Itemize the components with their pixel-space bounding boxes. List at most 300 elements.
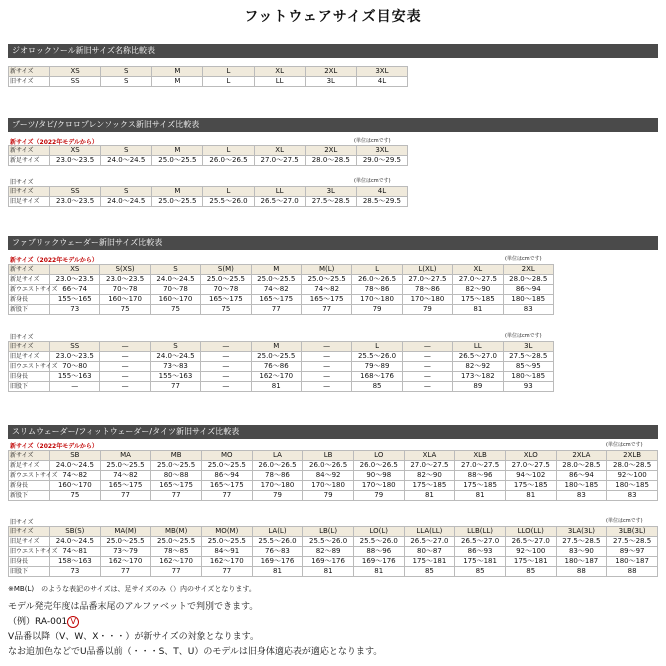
table-cell: 3L	[305, 77, 356, 87]
table-cell: —	[402, 382, 452, 392]
table-cell: 3XL	[356, 67, 407, 77]
old-size-caption: 旧サイズ	[10, 334, 34, 341]
table-cell: 25.0～25.5	[100, 461, 151, 471]
geolock-size-table	[8, 66, 408, 87]
table-cell: 23.0～23.5	[100, 275, 150, 285]
table-row	[9, 362, 554, 372]
table-cell: 175～181	[455, 557, 506, 567]
table-cell: 92～100	[607, 471, 658, 481]
table-row	[9, 265, 554, 275]
table-cell: LB	[303, 451, 354, 461]
table-cell: LL	[254, 77, 305, 87]
table-cell: XS	[50, 265, 100, 275]
row-label: 旧身長	[9, 372, 50, 382]
table-cell: 78～86	[352, 285, 402, 295]
table-cell: 180～187	[607, 557, 658, 567]
table-cell: 79	[353, 491, 404, 501]
table-cell: 73	[50, 305, 100, 315]
table-row	[9, 146, 408, 156]
table-cell: 27.5～28.5	[556, 537, 607, 547]
table-row	[9, 537, 658, 547]
row-label: 旧ウエストサイズ	[10, 548, 58, 555]
table-cell: 82～90	[404, 471, 455, 481]
table-cell: M	[251, 265, 301, 275]
slim-wader-new-size-table	[8, 450, 658, 501]
table-cell: 73	[50, 567, 101, 577]
table-row	[9, 557, 658, 567]
table-cell: 26.0～26.5	[353, 461, 404, 471]
table-cell: 85	[352, 382, 402, 392]
row-label: 旧身長	[9, 557, 50, 567]
table-cell: 26.0～26.5	[352, 275, 402, 285]
table-cell: 25.0～25.5	[151, 537, 202, 547]
table-cell: 77	[251, 305, 301, 315]
boots-old-size-table	[8, 186, 408, 207]
section-bar-slim-wader: スリムウェーダー/フィットウェーダー/タイツ新旧サイズ比較表	[8, 425, 658, 439]
table-cell: —	[100, 362, 150, 372]
table-cell: 88～96	[353, 547, 404, 557]
table-cell: 26.0～26.5	[303, 461, 354, 471]
table-cell: —	[100, 382, 150, 392]
table-cell: LLA(LL)	[404, 527, 455, 537]
table-row	[9, 491, 658, 501]
section-bar-boots: ブーツ/タビ/クロロプレンソックス新旧サイズ比較表	[8, 118, 658, 132]
table-row	[9, 527, 658, 537]
table-row	[9, 275, 554, 285]
table-cell: S(XS)	[100, 265, 150, 275]
table-cell: 25.0～25.5	[201, 537, 252, 547]
table-cell: 78～86	[402, 285, 452, 295]
table-cell: —	[301, 382, 351, 392]
table-cell: 86～94	[556, 471, 607, 481]
unit-note: (単位はcmです)	[505, 256, 542, 262]
table-cell: L	[203, 77, 254, 87]
row-label: 旧サイズ	[9, 527, 50, 537]
row-label: 新サイズ	[9, 451, 50, 461]
table-row	[9, 481, 658, 491]
table-cell: 27.5～28.5	[305, 197, 356, 207]
model-year-note: モデル発売年度は品番末尾のアルファベットで判別できます。	[8, 602, 259, 612]
table-cell: 28.0～28.5	[305, 156, 356, 166]
table-cell: 88	[607, 567, 658, 577]
table-cell: 23.0～23.5	[50, 275, 100, 285]
table-cell: 75	[150, 305, 200, 315]
table-cell: 89	[453, 382, 503, 392]
table-cell: 94～102	[505, 471, 556, 481]
table-cell: 29.0～29.5	[356, 156, 407, 166]
table-cell: —	[301, 372, 351, 382]
boots-new-size-table	[8, 145, 408, 166]
table-cell: XL	[453, 265, 503, 275]
table-cell: 93	[503, 382, 553, 392]
table-cell: 169～176	[353, 557, 404, 567]
table-cell: 25.5～26.0	[352, 352, 402, 362]
table-cell: 26.5～27.0	[254, 197, 305, 207]
example-prefix: （例）RA-001	[8, 617, 68, 627]
table-cell: MO(M)	[201, 527, 252, 537]
row-label: 旧足サイズ	[9, 537, 50, 547]
row-label: 新ウエストサイズ	[10, 472, 58, 479]
table-cell: —	[201, 352, 251, 362]
table-cell: 85	[404, 567, 455, 577]
table-cell: XL	[254, 67, 305, 77]
table-cell: 162～170	[251, 372, 301, 382]
table-cell: M	[152, 67, 203, 77]
table-cell: 23.0～23.5	[50, 352, 100, 362]
table-cell: —	[100, 352, 150, 362]
unit-note: (単位はcmです)	[606, 442, 643, 448]
table-cell: 4L	[356, 77, 407, 87]
table-cell: 25.5～26.0	[353, 537, 404, 547]
table-cell: 24.0～24.5	[101, 197, 152, 207]
table-cell: 84～92	[303, 471, 354, 481]
table-cell: 74～82	[50, 471, 101, 481]
table-row	[9, 295, 554, 305]
table-cell: 27.0～27.5	[254, 156, 305, 166]
table-cell: S	[101, 146, 152, 156]
table-row	[9, 471, 658, 481]
table-row	[9, 342, 554, 352]
table-cell: 81	[505, 491, 556, 501]
new-size-caption: 新サイズ（2022年モデルから）	[10, 257, 98, 264]
table-cell: 77	[100, 567, 151, 577]
table-cell: 158～163	[50, 557, 101, 567]
table-cell: 82～89	[303, 547, 354, 557]
table-cell: —	[301, 362, 351, 372]
row-label: 新股下	[9, 305, 50, 315]
table-cell: 81	[453, 305, 503, 315]
table-cell: 162～170	[201, 557, 252, 567]
table-cell: M	[152, 187, 203, 197]
table-cell: LL	[254, 187, 305, 197]
table-cell: 3XL	[356, 146, 407, 156]
table-cell: 4L	[356, 187, 407, 197]
table-cell: 25.0～25.5	[151, 461, 202, 471]
table-cell: 88	[556, 567, 607, 577]
table-cell: 175～181	[505, 557, 556, 567]
table-cell: 24.0～24.5	[101, 156, 152, 166]
table-cell: 24.0～24.5	[150, 352, 200, 362]
table-cell: XL	[254, 146, 305, 156]
table-cell: 79	[303, 491, 354, 501]
new-size-caption: 新サイズ（2022年モデルから）	[10, 443, 98, 450]
table-cell: 26.5～27.0	[505, 537, 556, 547]
table-cell: 180～185	[503, 372, 553, 382]
section-bar-fabric-wader: ファブリックウェーダー新旧サイズ比較表	[8, 236, 658, 250]
table-cell: 162～170	[100, 557, 151, 567]
table-cell: 24.0～24.5	[150, 275, 200, 285]
table-cell: 175～185	[455, 481, 506, 491]
table-cell: 2XL	[305, 146, 356, 156]
table-cell: M	[152, 77, 203, 87]
table-row	[9, 156, 408, 166]
table-cell: 180～185	[607, 481, 658, 491]
table-row	[9, 67, 408, 77]
table-cell: 25.5～26.0	[303, 537, 354, 547]
table-cell: SB(S)	[50, 527, 101, 537]
table-cell: S(M)	[201, 265, 251, 275]
table-cell: 3L	[503, 342, 553, 352]
table-cell: 28.0～28.5	[607, 461, 658, 471]
table-cell: 26.0～26.5	[203, 156, 254, 166]
table-cell: 25.0～25.5	[251, 275, 301, 285]
table-cell: 25.5～26.0	[252, 537, 303, 547]
table-cell: 165～175	[201, 295, 251, 305]
table-cell: SS	[50, 342, 100, 352]
table-cell: 169～176	[252, 557, 303, 567]
unit-note: (単位はcmです)	[505, 333, 542, 339]
row-label: 旧股下	[9, 382, 50, 392]
table-cell: M(L)	[301, 265, 351, 275]
table-cell: 27.5～28.5	[503, 352, 553, 362]
table-cell: 26.5～27.0	[455, 537, 506, 547]
table-cell: 70～78	[100, 285, 150, 295]
table-cell: 175～181	[404, 557, 455, 567]
table-cell: L	[203, 67, 254, 77]
table-cell: S	[150, 342, 200, 352]
table-cell: L(XL)	[402, 265, 452, 275]
table-cell: 175～185	[404, 481, 455, 491]
table-row	[9, 187, 408, 197]
table-cell: 81	[455, 491, 506, 501]
table-cell: 24.0～24.5	[50, 461, 101, 471]
table-cell: 25.5～26.0	[203, 197, 254, 207]
table-cell: 80～87	[404, 547, 455, 557]
table-cell: 165～175	[251, 295, 301, 305]
table-cell: 70～80	[50, 362, 100, 372]
table-cell: 25.0～25.5	[201, 461, 252, 471]
table-cell: —	[201, 372, 251, 382]
table-cell: 175～185	[453, 295, 503, 305]
table-row	[9, 77, 408, 87]
table-cell: LLO(LL)	[505, 527, 556, 537]
table-cell: 27.0～27.5	[455, 461, 506, 471]
table-cell: LA(L)	[252, 527, 303, 537]
table-cell: 76～83	[252, 547, 303, 557]
table-cell: —	[402, 362, 452, 372]
table-cell: 26.0～26.5	[252, 461, 303, 471]
table-cell: SB	[50, 451, 101, 461]
table-cell: 78～85	[151, 547, 202, 557]
table-cell: 90～98	[353, 471, 404, 481]
row-label: 新股下	[9, 491, 50, 501]
table-cell: 88～96	[455, 471, 506, 481]
table-cell: 180～187	[556, 557, 607, 567]
table-cell: 79	[252, 491, 303, 501]
table-cell: —	[201, 362, 251, 372]
table-cell: 168～176	[352, 372, 402, 382]
table-cell: 84～91	[201, 547, 252, 557]
table-cell: 77	[151, 567, 202, 577]
table-cell: 169～176	[303, 557, 354, 567]
table-cell: 28.5～29.5	[356, 197, 407, 207]
table-cell: 82～92	[453, 362, 503, 372]
table-cell: S	[101, 67, 152, 77]
table-cell: XLO	[505, 451, 556, 461]
table-cell: 155～165	[50, 295, 100, 305]
table-cell: L	[203, 146, 254, 156]
old-size-caption: 旧サイズ	[10, 179, 34, 186]
table-cell: —	[301, 342, 351, 352]
table-cell: 173～182	[453, 372, 503, 382]
table-cell: 74～82	[301, 285, 351, 295]
table-row	[9, 305, 554, 315]
table-cell: 25.0～25.5	[100, 537, 151, 547]
table-cell: 89～97	[607, 547, 658, 557]
row-label: 旧サイズ	[9, 187, 50, 197]
table-cell: 155～163	[50, 372, 100, 382]
table-cell: M	[152, 146, 203, 156]
table-cell: 180～185	[503, 295, 553, 305]
table-cell: —	[301, 352, 351, 362]
table-cell: 85	[505, 567, 556, 577]
table-cell: 27.0～27.5	[505, 461, 556, 471]
table-cell: LO(L)	[353, 527, 404, 537]
table-cell: 83	[503, 305, 553, 315]
table-cell: 77	[151, 491, 202, 501]
table-cell: 74～82	[100, 471, 151, 481]
table-cell: MB	[151, 451, 202, 461]
table-cell: 2XLB	[607, 451, 658, 461]
table-cell: 81	[353, 567, 404, 577]
table-cell: 160～170	[100, 295, 150, 305]
table-cell: 66～74	[50, 285, 100, 295]
table-cell: 82～90	[453, 285, 503, 295]
table-cell: 70～78	[201, 285, 251, 295]
table-cell: L	[203, 187, 254, 197]
table-cell: 162～170	[151, 557, 202, 567]
table-cell: MA	[100, 451, 151, 461]
table-cell: 79	[352, 305, 402, 315]
table-cell: XLA	[404, 451, 455, 461]
row-label: 新身長	[9, 481, 50, 491]
new-size-caption: 新サイズ（2022年モデルから）	[10, 139, 98, 146]
table-cell: SS	[50, 187, 101, 197]
table-cell: —	[402, 342, 452, 352]
table-row	[9, 382, 554, 392]
table-cell: 77	[201, 491, 252, 501]
table-cell: —	[100, 342, 150, 352]
table-cell: 78～86	[252, 471, 303, 481]
table-cell: MA(M)	[100, 527, 151, 537]
table-row	[9, 451, 658, 461]
fabric-wader-old-size-table	[8, 341, 554, 392]
slim-wader-old-size-table	[8, 526, 658, 577]
table-cell: LLB(LL)	[455, 527, 506, 537]
table-cell: 3LB(3L)	[607, 527, 658, 537]
table-cell: 81	[251, 382, 301, 392]
table-cell: —	[100, 372, 150, 382]
table-cell: 27.5～28.5	[607, 537, 658, 547]
page-title: フットウェアサイズ目安表	[244, 9, 422, 25]
table-cell: 86～94	[201, 471, 252, 481]
row-label: 新サイズ	[9, 146, 50, 156]
table-cell: XS	[50, 67, 101, 77]
table-cell: 28.0～28.5	[556, 461, 607, 471]
table-row	[9, 461, 658, 471]
table-cell: —	[201, 382, 251, 392]
table-cell: 81	[404, 491, 455, 501]
table-cell: 165～175	[151, 481, 202, 491]
table-cell: 28.0～28.5	[503, 275, 553, 285]
row-label: 新身長	[9, 295, 50, 305]
example-note	[8, 614, 79, 628]
row-label: 新足サイズ	[9, 275, 50, 285]
table-cell: 2XLA	[556, 451, 607, 461]
table-cell: 3L	[305, 187, 356, 197]
table-cell: 77	[201, 567, 252, 577]
table-cell: 75	[201, 305, 251, 315]
row-label: 新サイズ	[9, 67, 50, 77]
table-cell: 155～163	[150, 372, 200, 382]
table-cell: 83～90	[556, 547, 607, 557]
row-label: 旧サイズ	[9, 342, 50, 352]
table-cell: 25.0～25.5	[152, 156, 203, 166]
table-cell: 74～81	[50, 547, 101, 557]
table-cell: 77	[301, 305, 351, 315]
table-cell: S	[101, 187, 152, 197]
table-cell: 170～180	[252, 481, 303, 491]
table-cell: 79	[402, 305, 452, 315]
table-cell: LL	[453, 342, 503, 352]
row-label: 新足サイズ	[9, 461, 50, 471]
table-cell: 86～93	[455, 547, 506, 557]
table-cell: 83	[556, 491, 607, 501]
table-cell: 75	[100, 305, 150, 315]
unit-note: (単位はcmです)	[606, 518, 643, 524]
table-cell: 26.5～27.0	[404, 537, 455, 547]
table-row	[9, 352, 554, 362]
table-row	[9, 285, 554, 295]
table-cell: L	[352, 265, 402, 275]
table-cell: XS	[50, 146, 101, 156]
table-cell: 77	[150, 382, 200, 392]
table-cell: L	[352, 342, 402, 352]
circled-v-letter: V	[67, 616, 79, 628]
table-cell: 92～100	[505, 547, 556, 557]
table-cell: 75	[50, 491, 101, 501]
table-cell: 25.0～25.5	[301, 275, 351, 285]
table-cell: 170～180	[303, 481, 354, 491]
table-cell: SS	[50, 77, 101, 87]
table-cell: 175～185	[505, 481, 556, 491]
table-cell: 165～175	[201, 481, 252, 491]
row-label: 旧股下	[9, 567, 50, 577]
table-cell: S	[150, 265, 200, 275]
table-cell: 25.0～25.5	[152, 197, 203, 207]
table-cell: 2XL	[503, 265, 553, 275]
table-row	[9, 197, 408, 207]
table-cell: LB(L)	[303, 527, 354, 537]
row-label: 新足サイズ	[9, 156, 50, 166]
row-label: 旧ウエストサイズ	[10, 363, 58, 370]
old-size-caption: 旧サイズ	[10, 519, 34, 526]
table-row	[9, 547, 658, 557]
row-label: 旧サイズ	[9, 77, 50, 87]
table-cell: 74～82	[251, 285, 301, 295]
table-cell: 80～88	[151, 471, 202, 481]
row-label: 旧足サイズ	[9, 197, 50, 207]
table-cell: 25.0～25.5	[201, 275, 251, 285]
section-bar-geolock: ジオロックソール新旧サイズ名称比較表	[8, 44, 658, 58]
table-cell: 77	[100, 491, 151, 501]
table-cell: M	[251, 342, 301, 352]
v-number-note: V品番以降（V、W、X・・・）が新サイズの対象となります。	[8, 632, 259, 642]
table-cell: 76～86	[251, 362, 301, 372]
table-cell: 73～83	[150, 362, 200, 372]
table-row	[9, 372, 554, 382]
table-cell: 23.0～23.5	[50, 197, 101, 207]
